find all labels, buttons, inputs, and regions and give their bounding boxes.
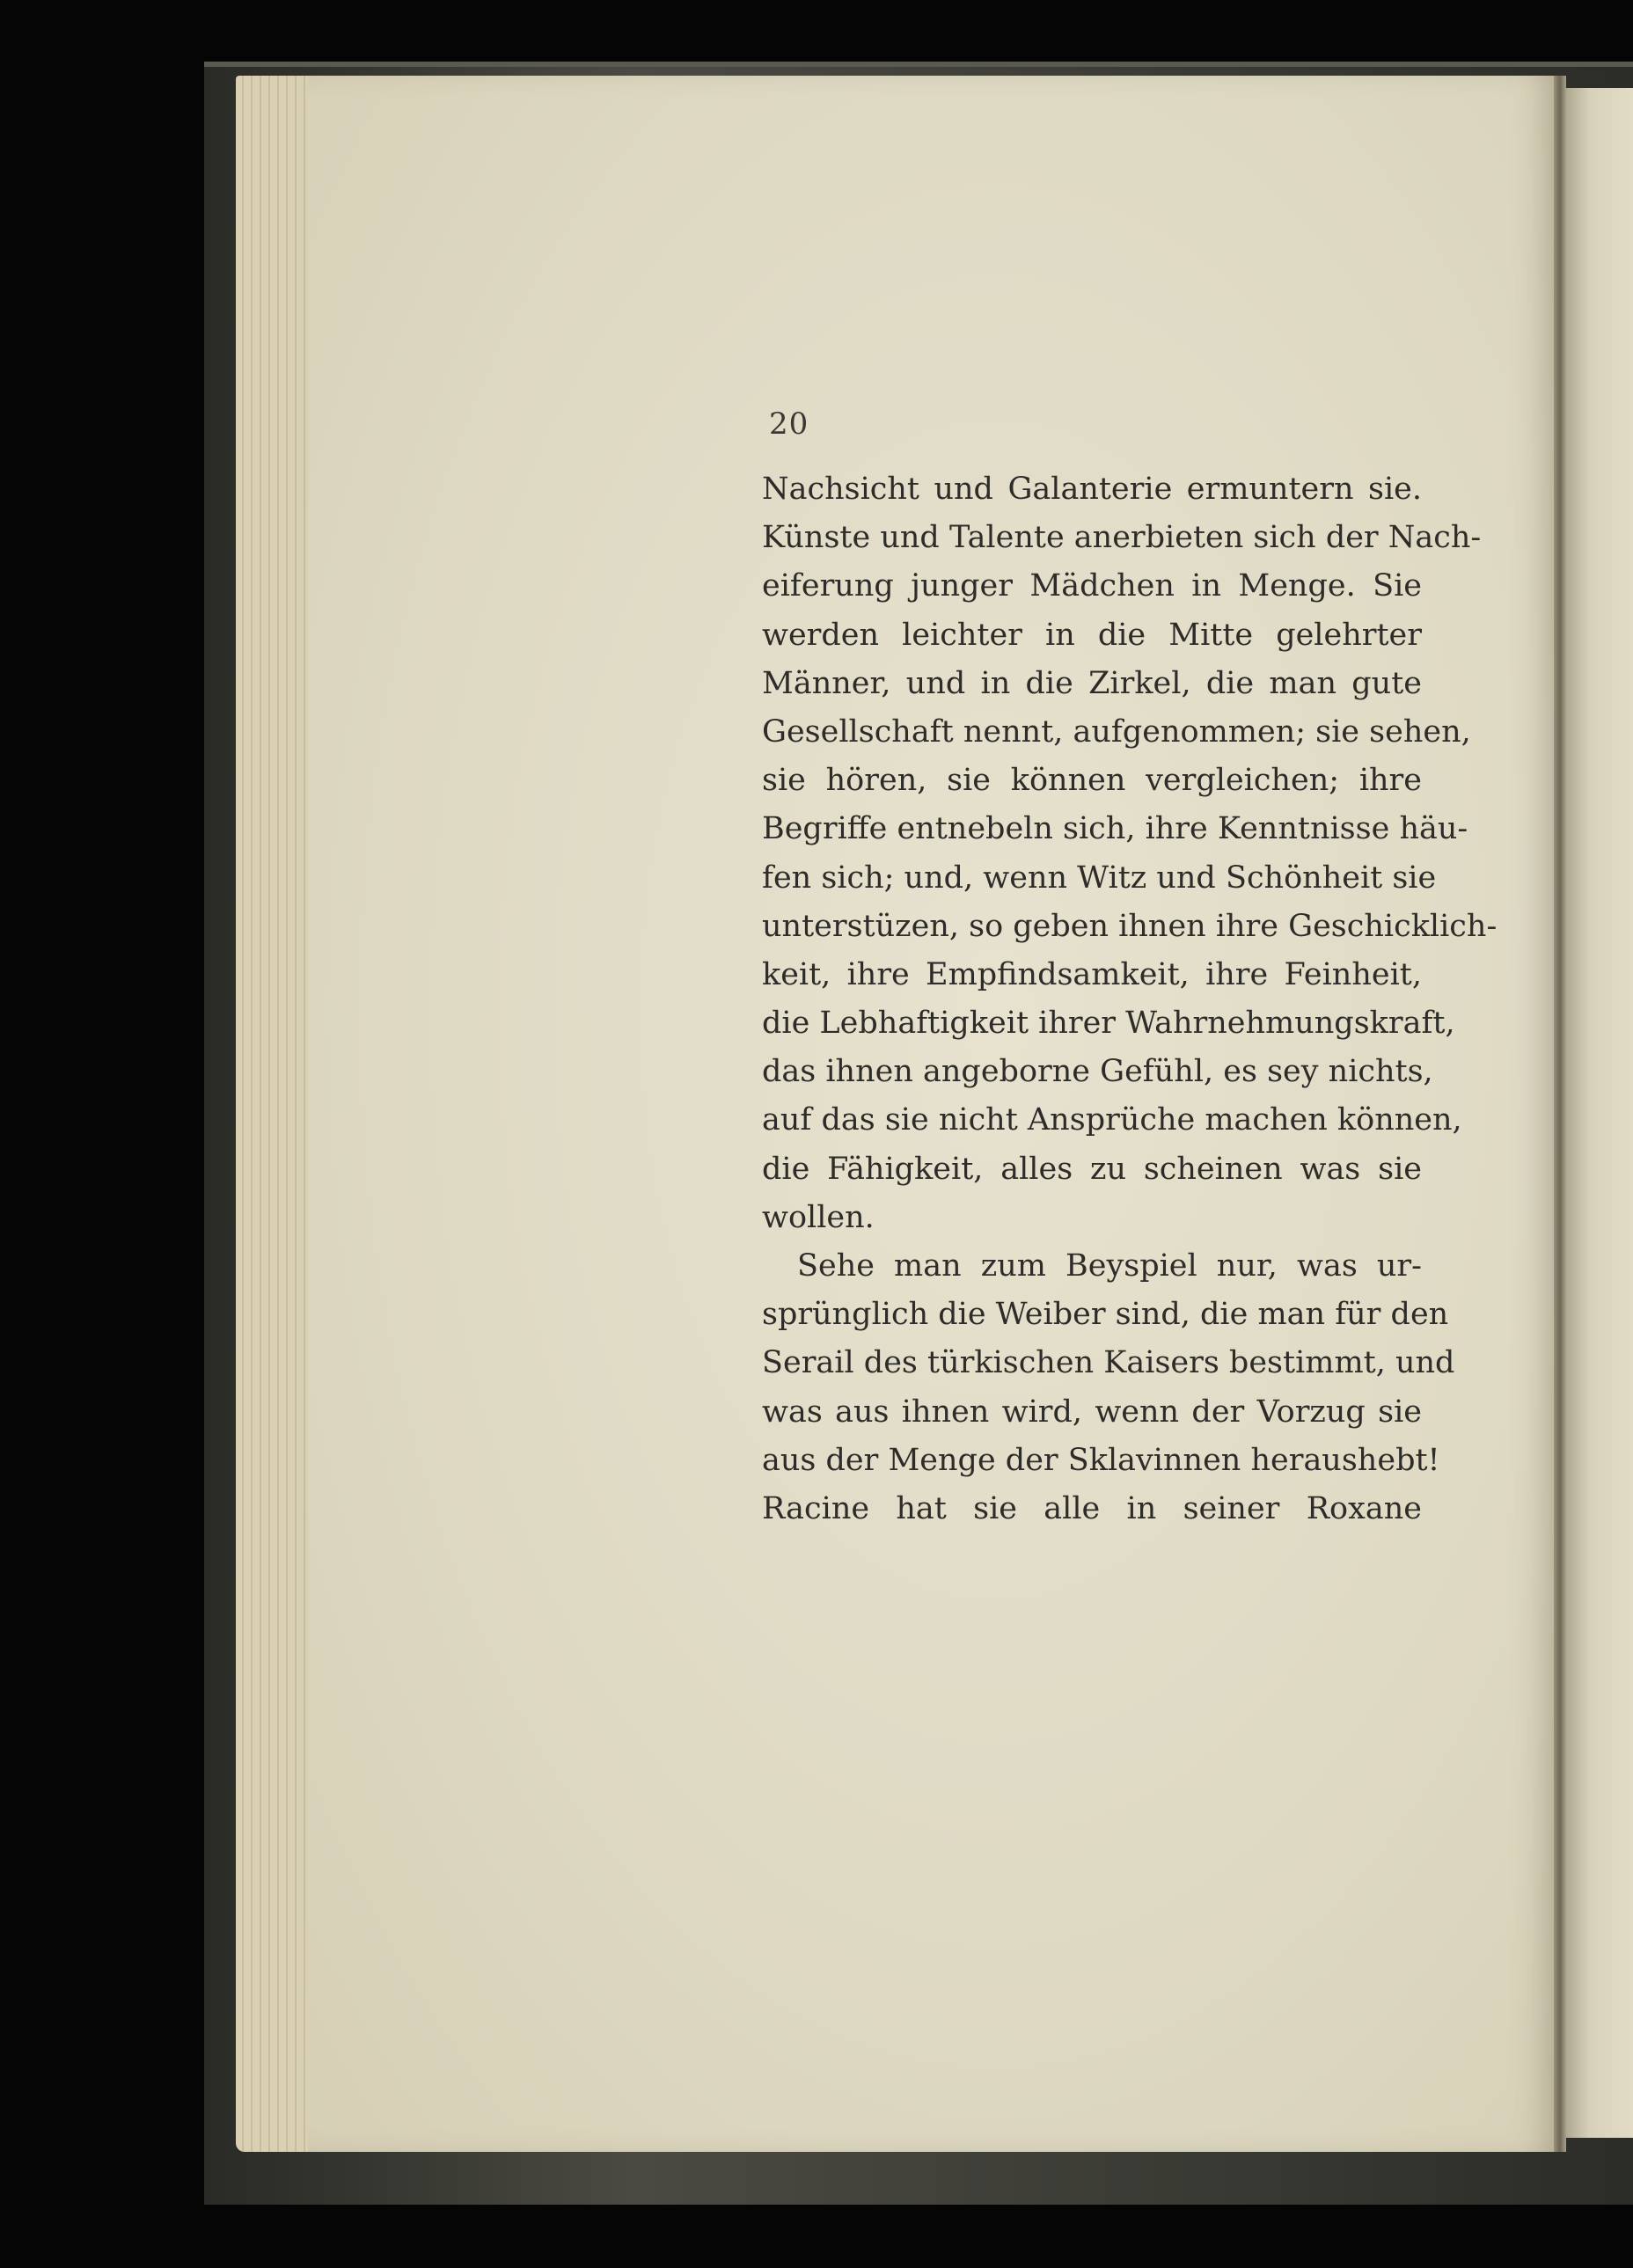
text-line: wollen. — [762, 1199, 875, 1235]
text-line: Männer, und in die Zirkel, die man gute — [762, 665, 1422, 701]
text-line: Begriffe entnebeln sich, ihre Kenntnisse häu- — [762, 811, 1468, 847]
text-line: Serail des türkischen Kaisers bestimmt, und — [762, 1345, 1455, 1381]
text-line: die Fähigkeit, alles zu scheinen was sie — [762, 1151, 1422, 1187]
text-line: Sehe man zum Beyspiel nur, was ur- — [797, 1248, 1422, 1284]
text-line: auf das sie nicht Ansprüche machen können, — [762, 1102, 1462, 1138]
text-lines — [762, 465, 1498, 1533]
text-line: Nachsicht und Galanterie ermuntern sie. — [762, 472, 1422, 507]
text-line: werden leichter in die Mitte gelehrter — [762, 617, 1422, 653]
text-line: was aus ihnen wird, wenn der Vorzug sie — [762, 1394, 1422, 1430]
text-line: sie hören, sie können vergleichen; ihre — [762, 763, 1422, 799]
text-line: aus der Menge der Sklavinnen heraushebt! — [762, 1442, 1440, 1478]
text-line: eiferung junger Mädchen in Menge. Sie — [762, 568, 1422, 604]
text-line: unterstüzen, so geben ihnen ihre Geschicklich- — [762, 908, 1498, 944]
facing-page — [1563, 88, 1633, 2138]
text-line: sprünglich die Weiber sind, die man für den — [762, 1297, 1449, 1333]
page-number: 20 — [769, 406, 809, 442]
text-line: Künste und Talente anerbieten sich der Nach- — [762, 520, 1482, 556]
text-line: Gesellschaft nennt, aufgenommen; sie sehen, — [762, 713, 1471, 750]
text-line: fen sich; und, wenn Witz und Schönheit sie — [762, 860, 1437, 896]
book-gutter — [1554, 76, 1566, 2152]
text-line: Racine hat sie alle in seiner Roxane — [762, 1490, 1422, 1526]
text-line: keit, ihre Empfindsamkeit, ihre Feinheit, — [762, 956, 1422, 992]
text-line: das ihnen angeborne Gefühl, es sey nichts, — [762, 1054, 1433, 1090]
text-line: die Lebhaftigkeit ihrer Wahrnehmungskraft, — [762, 1006, 1455, 1042]
